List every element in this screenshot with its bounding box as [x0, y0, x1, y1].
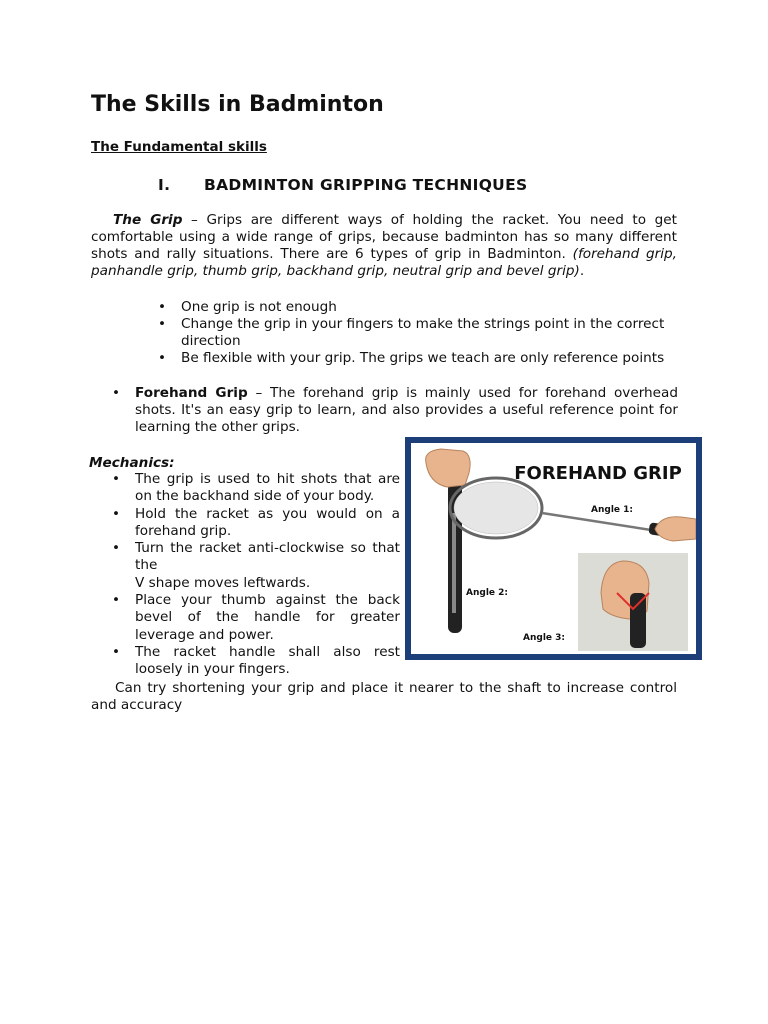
- mechanics-list: [112, 471, 400, 679]
- bullet-icon: •: [112, 385, 121, 401]
- hand-angle-1: [655, 517, 696, 541]
- list-item: • Change the grip in your fingers to make the strings point in the correct direction: [158, 316, 678, 350]
- list-item: • One grip is not enough: [158, 299, 678, 316]
- forehand-grip-term: Forehand Grip: [135, 385, 248, 401]
- racket-strings: [454, 482, 538, 534]
- angle-3-handle: [630, 593, 646, 648]
- list-item: • The racket handle shall also rest loosely in your fingers.: [112, 644, 400, 679]
- closing-paragraph: Can try shortening your grip and place it nearer to the shaft to increase control and accuracy: [91, 680, 677, 713]
- grip-intro-paragraph: [91, 212, 677, 280]
- list-item-continuation: V shape moves leftwards.: [135, 574, 311, 591]
- forehand-grip-image: [405, 437, 702, 660]
- forehand-grip-paragraph: [112, 385, 678, 436]
- angle-2-label: Angle 2:: [466, 588, 508, 598]
- forehand-grip-illustration: [411, 443, 696, 654]
- document-title: The Skills in Badminton: [91, 92, 384, 117]
- section-heading: [158, 176, 527, 194]
- list-item: [112, 540, 400, 592]
- section-subtitle: The Fundamental skills: [91, 139, 267, 155]
- list-item: • Be flexible with your grip. The grips we teach are only reference points: [158, 350, 678, 367]
- list-item: • Hold the racket as you would on a forehand grip.: [112, 506, 400, 541]
- angle-3-label: Angle 3:: [523, 633, 565, 643]
- mechanics-label: Mechanics:: [89, 455, 175, 471]
- section-heading-text: BADMINTON GRIPPING TECHNIQUES: [204, 176, 528, 194]
- vertical-racket-shaft: [452, 513, 456, 613]
- grip-intro-lead: The Grip: [113, 212, 183, 228]
- list-item: • The grip is used to hit shots that are on the backhand side of your body.: [112, 471, 400, 506]
- grip-intro-end: .: [579, 263, 585, 279]
- grip-intro-text: – Grips are different ways of holding the racket. You need to get comfortable using a wide range of grips, because badminton has so many different shots and rally situations. There are 6 types of grip in Badminton.: [91, 212, 678, 262]
- image-title: FOREHAND GRIP: [514, 463, 682, 484]
- grip-tips-list: [158, 299, 678, 367]
- section-number: I.: [158, 176, 171, 194]
- forehand-grip-text: – The forehand grip is mainly used for forehand overhead shots. It's an easy grip to learn, and also provides a useful reference point for learning the other grips.: [135, 385, 678, 435]
- grip-types-list: (forehand grip, panhandle grip, thumb grip, backhand grip, neutral grip and bevel grip): [91, 246, 677, 279]
- list-item: • Place your thumb against the back bevel of the handle for greater leverage and power.: [112, 592, 400, 644]
- list-item-text: Turn the racket anti-clockwise so that the: [135, 540, 400, 574]
- angle-1-label: Angle 1:: [591, 505, 633, 515]
